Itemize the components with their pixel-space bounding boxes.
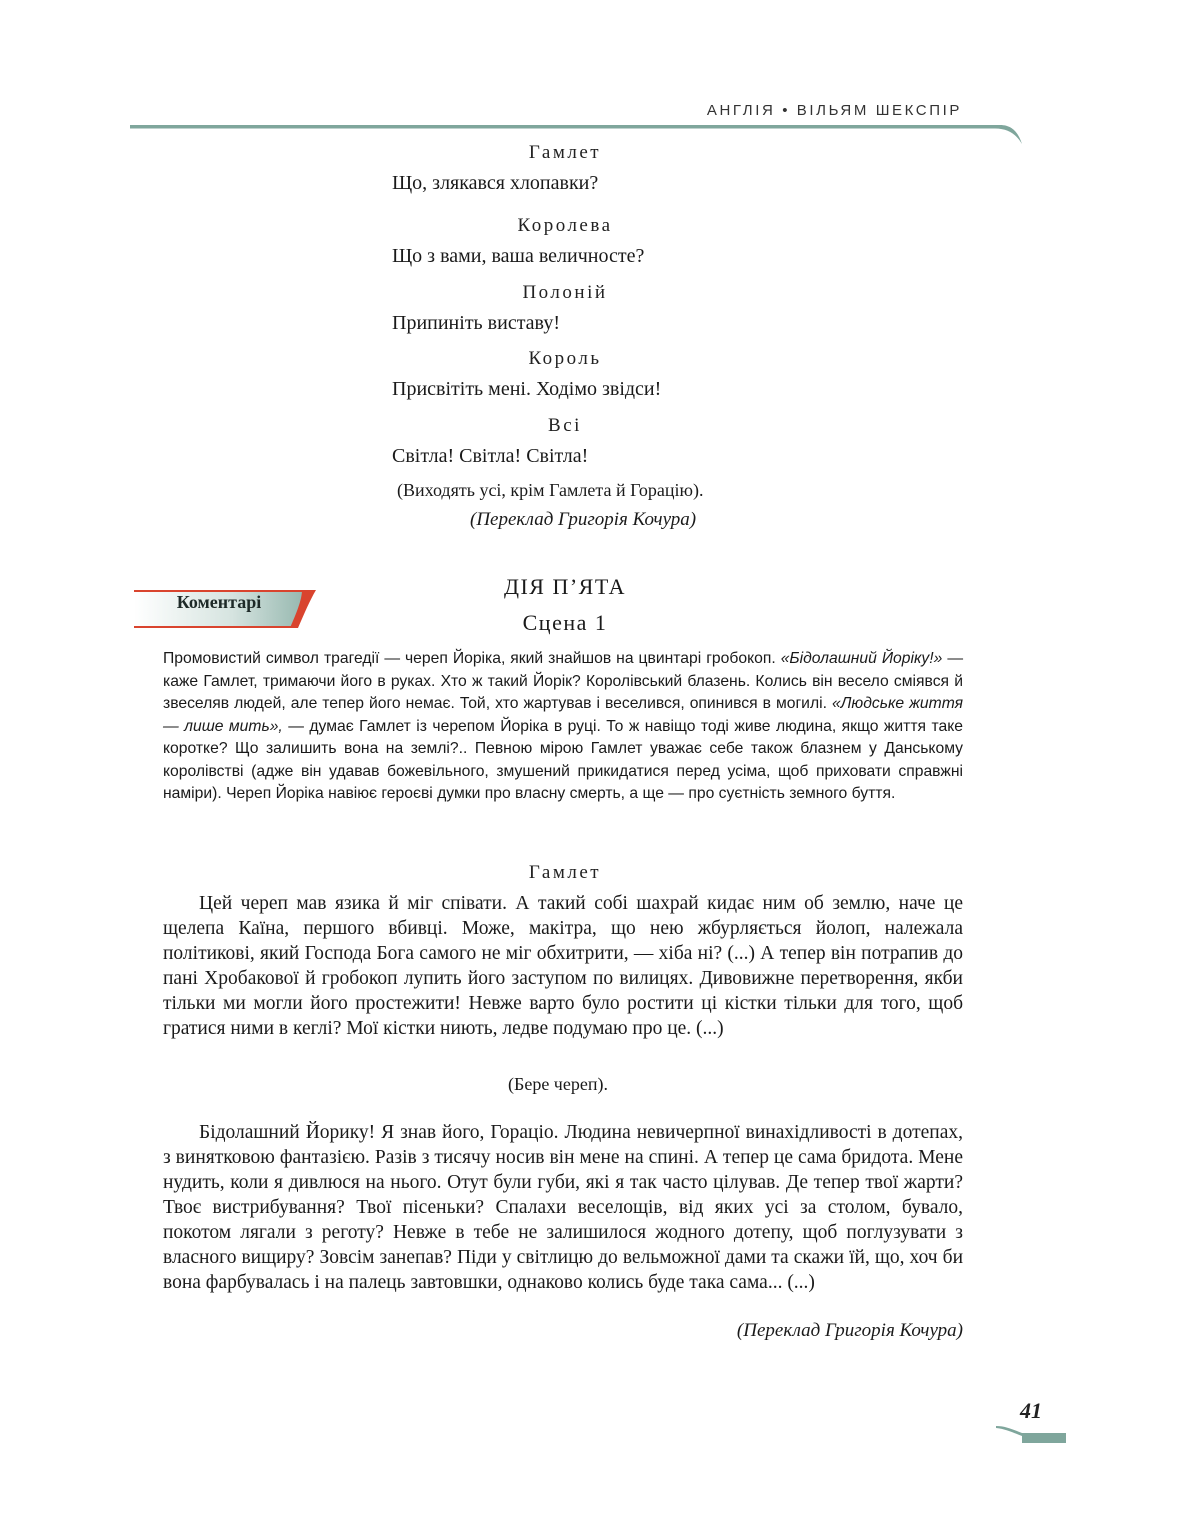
translator-credit: (Переклад Григорія Кочура): [736, 1320, 963, 1341]
page-number: 41: [1020, 1398, 1042, 1423]
stage-direction: (Бере череп).: [508, 1074, 608, 1094]
stage-direction: (Виходять усі, крім Гамлета й Горацію).: [397, 480, 704, 500]
monologue-paragraph: Бідолашний Йорику! Я знав його, Гораціо. Людина невичерпної винахідливості в дотепах, з винятковою фантазією. Разів з тисячу носив він мене на спині. А тепер це сама бридота. Мене нудить, коли я дивлюся на нього. Отут були губи, які я так часто цілував. Де тепер твої жарти? Твоє вистрибування? Твої пісеньки? Спалахи веселощів, від яких усі за столом, бувало, покотом лягали з реготу? Невже в тебе не залишилося жодного дотепу, щоб поглузувати з власного вищиру? Зовсім занепав? Піди у світлицю до вельможної дами та скажи їй, що, хоч би вона фарбувалась і на палець завтовшки, однаково колись буде така сама... (...): [163, 1122, 963, 1293]
dialogue-line: Світла! Світла! Світла!: [392, 445, 589, 467]
speaker-name: Королева: [517, 215, 613, 236]
page-number-decoration: [996, 1424, 1066, 1446]
speaker-name: Всі: [548, 415, 582, 436]
dialogue-line: Що з вами, ваша величносте?: [392, 245, 645, 267]
act-title: ДІЯ П’ЯТА: [503, 574, 627, 599]
dialogue-line: Присвітіть мені. Ходімо звідси!: [392, 378, 662, 400]
running-header: АНГЛІЯ • ВІЛЬЯМ ШЕКСПІР: [706, 102, 962, 119]
speaker-name: Король: [528, 348, 602, 369]
speaker-name: Гамлет: [528, 142, 602, 163]
comment-text: Промовистий символ трагедії — череп Йоріка, який знайшов на цвинтарі гробокоп. «Бідолашний Йоріку!» — каже Гамлет, тримаючи його в руках. Хто ж такий Йорік? Королівський блазень. Колись він весело сміявся й звеселяв людей, але тепер його немає. Той, хто жартував і веселився, опинився в могилі. «Людське життя — лише мить», — думає Гамлет із черепом Йоріка в руці. То ж навіщо тоді живе людина, якщо життя таке коротке? Що залишить вона на землі?.. Певною мірою Гамлет уважає себе також блазнем у Данському королівстві (адже він удавав божевільного, змушений прикидатися перед усіма, щоб приховати справжні наміри). Череп Йоріка навіює героєві думки про власну смерть, а ще — про суєтність земного буття.: [163, 650, 964, 802]
speaker-name: Полоній: [522, 282, 608, 303]
dialogue-line: Припиніть виставу!: [392, 312, 560, 334]
scene-title: Сцена 1: [522, 610, 608, 635]
monologue-paragraph: Цей череп мав язика й міг співати. А такий собі шахрай кидає ним об землю, наче це щелепа Каїна, першого вбивці. Може, макітра, що нею жбурляється йолоп, належала політикові, який Господа Бога самого не міг обхитрити, — хіба ні? (...) А тепер він потрапив до пані Хробакової й гробокоп лупить його заступом по вилицях. Дивовижне перетворення, якби тільки ми могли його простежити! Невже варто було ростити ці кістки тільки для того, щоб гратися ними в кеглі? Мої кістки ниють, ледве подумаю про це. (...): [163, 893, 963, 1039]
comments-label: Коментарі: [176, 592, 262, 612]
translator-credit: (Переклад Григорія Кочура): [470, 509, 697, 530]
speaker-name: Гамлет: [528, 862, 602, 883]
dialogue-line: Що, злякався хлопавки?: [392, 172, 599, 194]
